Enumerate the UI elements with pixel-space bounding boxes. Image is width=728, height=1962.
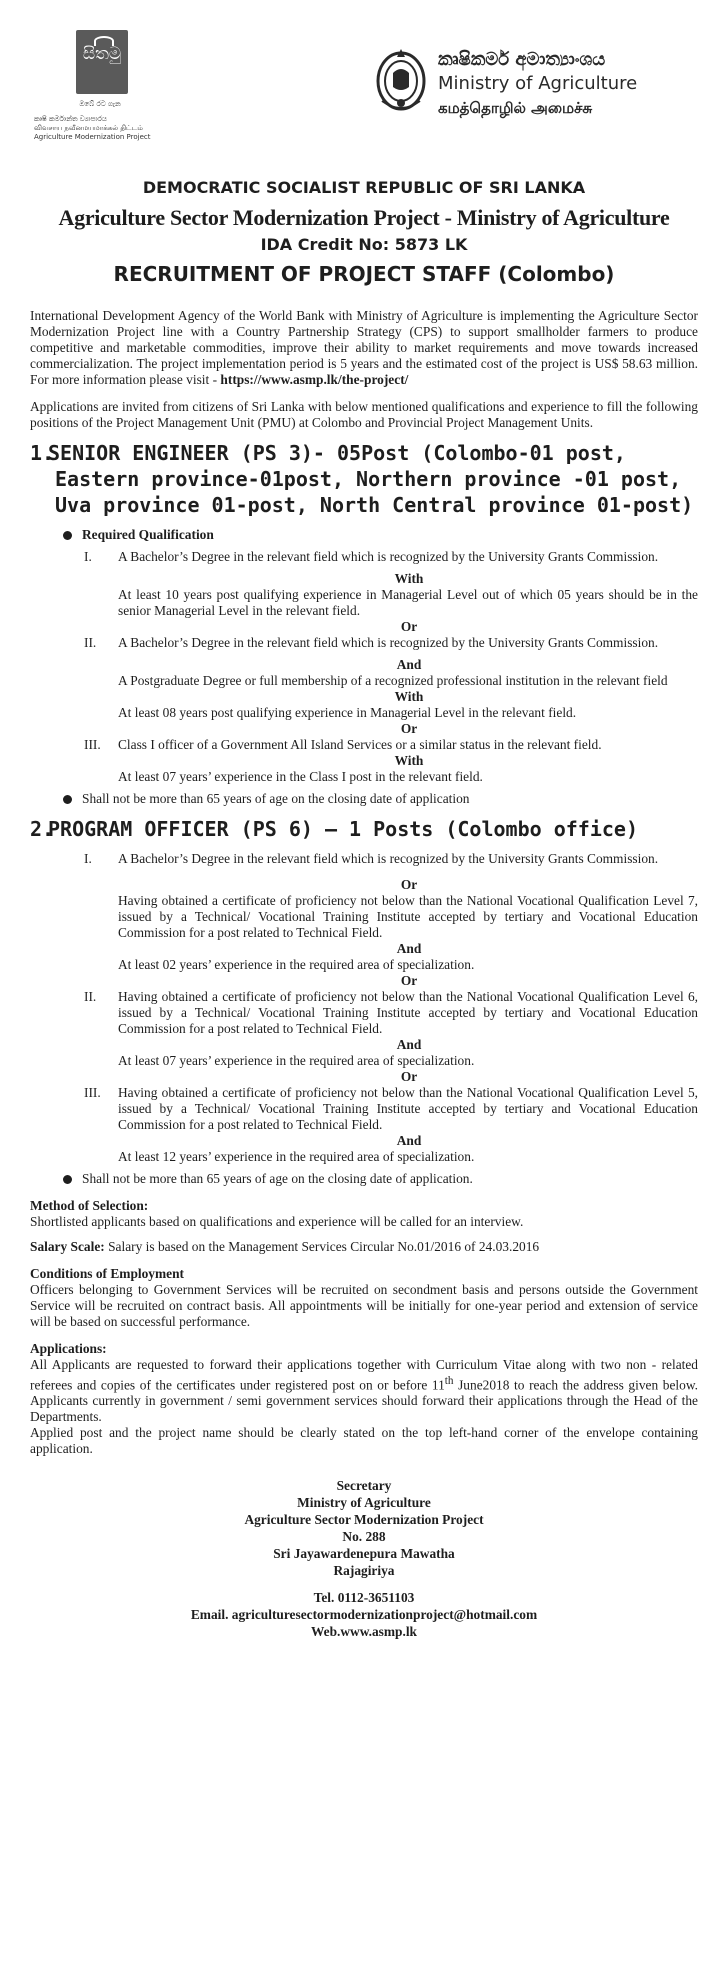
qualification-item <box>30 989 698 1037</box>
qualification-text: At least 08 years post qualifying experience in Managerial Level in the relevant field. <box>118 705 577 720</box>
salary-label: Salary Scale: <box>30 1239 105 1254</box>
roman-numeral: II. <box>84 989 97 1004</box>
selection-heading: Method of Selection: <box>30 1198 149 1213</box>
connector-word: And <box>396 657 422 672</box>
applications-text-b: June2018 to reach the address given below. Applicants currently in government / semi government services should forward their applications through the Head of the Departments. <box>30 1377 698 1425</box>
connector-word: Or <box>400 721 418 736</box>
applications-text-a: All Applicants are requested to forward their applications together with Curriculum Vitae along with two non - related referees and copies of the certificates under registered post on or before 11 <box>30 1357 698 1393</box>
leaf-logo-icon <box>76 30 128 94</box>
connector-word: With <box>394 571 424 586</box>
logo-line: කෘෂි කර්මාන්ත ව්‍යාපාරය <box>34 115 107 123</box>
connector-word: Or <box>400 619 418 634</box>
applications-text <box>30 1357 698 1425</box>
post-number: 1. <box>30 441 55 465</box>
address-line: Rajagiriya <box>333 1563 395 1579</box>
address-line: No. 288 <box>342 1529 386 1545</box>
qualification-text: A Bachelor’s Degree in the relevant field which is recognized by the University Grants Commission. <box>118 549 659 564</box>
required-qualification-bullet <box>30 527 698 543</box>
ministry-tamil: கமத்தொழில் அமைச்சு <box>438 99 593 117</box>
conditions-text: Officers belonging to Government Services will be recruited on secondment basis and persons outside the Government Service will be recruited on contract basis. All appointments will be initially for one-year period and extension of service will be based on successful performance. <box>30 1282 698 1329</box>
intro-paragraph <box>30 308 698 388</box>
applications-heading: Applications: <box>30 1341 107 1356</box>
sri-lanka-emblem-icon <box>374 43 428 115</box>
qualification-item <box>30 851 698 867</box>
post-title-line: Eastern province-01post, Northern province -01 post, <box>55 467 682 491</box>
connector-word: And <box>396 1133 422 1148</box>
connector-word: Or <box>400 1069 418 1084</box>
qualification-text: A Bachelor’s Degree in the relevant field which is recognized by the University Grants Commission. <box>118 635 659 650</box>
mailing-address <box>30 1477 698 1640</box>
qualification-text: Having obtained a certificate of proficiency not below than the National Vocational Qualification Level 5, issued by a Technical/ Vocational Training Institute accepted by tertiary and Vocational Education Commission for a post related to Technical Field. <box>118 1085 698 1132</box>
roman-numeral: II. <box>84 635 97 650</box>
post-title-line: SENIOR ENGINEER (PS 3)- 05Post (Colombo-01 post, <box>48 441 626 465</box>
ministry-heading <box>438 48 637 120</box>
selection-text: Shortlisted applicants based on qualifications and experience will be called for an interview. <box>30 1214 524 1229</box>
qualification-text: At least 07 years’ experience in the Class I post in the relevant field. <box>118 769 483 784</box>
credit-heading: IDA Credit No: 5873 LK <box>260 235 468 254</box>
ministry-english: Ministry of Agriculture <box>438 73 638 94</box>
roman-numeral: I. <box>84 851 92 866</box>
country-heading: DEMOCRATIC SOCIALIST REPUBLIC OF SRI LANKA <box>142 178 586 197</box>
roman-numeral: III. <box>84 737 101 752</box>
qualification-item <box>30 1085 698 1133</box>
roman-numeral: III. <box>84 1085 101 1100</box>
intro-text: International Development Agency of the World Bank with Ministry of Agriculture is implementing the Agriculture Sector Modernization Project line with a Country Partnership Strategy (CPS) to support smallholder farmers to produce competitive and marketable commodities, improve their ability to market requirements and move towards increased commercialization. The project implementation period is 5 years and the estimated cost of the project is US$ 58.63 million. For more information please visit - <box>30 308 698 387</box>
connector-word: And <box>396 1037 422 1052</box>
logo-text <box>34 115 166 142</box>
age-limit-bullet: Shall not be more than 65 years of age on the closing date of application. <box>30 1171 698 1187</box>
required-qualification-label: Required Qualification <box>82 527 214 542</box>
qualification-text: At least 07 years’ experience in the required area of specialization. <box>118 1053 475 1068</box>
qualification-text: A Bachelor’s Degree in the relevant field which is recognized by the University Grants Commission. <box>118 851 659 866</box>
qualification-text: Having obtained a certificate of proficiency not below than the National Vocational Qualification Level 6, issued by a Technical/ Vocational Training Institute accepted by tertiary and Vocational Education Commission for a post related to Technical Field. <box>118 989 698 1036</box>
website[interactable]: Web.www.asmp.lk <box>310 1624 418 1640</box>
connector-word: Or <box>400 877 418 892</box>
post-2-title <box>30 816 698 842</box>
applications-invited-paragraph: Applications are invited from citizens of Sri Lanka with below mentioned qualifications and experience to fill the following positions of the Project Management Unit (PMU) at Colombo and Provincial Project Management Units. <box>30 399 698 430</box>
post-number: 2. <box>30 817 55 841</box>
qualification-text: At least 10 years post qualifying experience in Managerial Level out of which 05 years should be in the senior Managerial Level in the relevant field. <box>118 587 698 618</box>
logo-line: விவசாய நவீனமயமாக்கல் திட்டம் <box>34 124 143 132</box>
logo-line: Agriculture Modernization Project <box>34 133 151 141</box>
project-heading: Agriculture Sector Modernization Project - Ministry of Agriculture <box>58 205 670 230</box>
salary-paragraph <box>30 1239 698 1255</box>
advertisement-body <box>30 308 698 1640</box>
address-line: Agriculture Sector Modernization Project <box>244 1512 484 1528</box>
qualification-text: At least 02 years’ experience in the required area of specialization. <box>118 957 475 972</box>
post-title-line: PROGRAM OFFICER (PS 6) – 1 Posts (Colombo office) <box>48 817 639 841</box>
email-address[interactable]: Email. agriculturesectormodernizationproject@hotmail.com <box>190 1607 538 1623</box>
logo-mark: සිතමු <box>82 44 122 64</box>
qualification-text: Having obtained a certificate of proficiency not below than the National Vocational Qualification Level 7, issued by a Technical/ Vocational Training Institute accepted by tertiary and Vocational Education Commission for a post related to Technical Field. <box>118 893 698 940</box>
logo-tagline: ඔබේ රට ගැන <box>79 100 121 108</box>
telephone: Tel. 0112-3651103 <box>313 1590 415 1606</box>
qualification-item <box>30 737 698 753</box>
roman-numeral: I. <box>84 549 92 564</box>
connector-word: With <box>394 753 424 768</box>
qualification-text: At least 12 years’ experience in the required area of specialization. <box>118 1149 475 1164</box>
salary-text: Salary is based on the Management Services Circular No.01/2016 of 24.03.2016 <box>104 1239 540 1254</box>
address-line: Ministry of Agriculture <box>297 1495 431 1511</box>
connector-word: And <box>396 941 422 956</box>
envelope-instruction: Applied post and the project name should be clearly stated on the top left-hand corner of the envelope containing application. <box>30 1425 698 1457</box>
qualification-text: Class I officer of a Government All Island Services or a similar status in the relevant field. <box>118 737 602 752</box>
project-logo <box>34 30 166 142</box>
recruitment-heading: RECRUITMENT OF PROJECT STAFF (Colombo) <box>113 262 615 286</box>
date-suffix: th <box>444 1375 454 1387</box>
ministry-sinhala: කෘෂිකර්ම අමාත්‍යාංශය <box>438 49 606 70</box>
qualification-item <box>30 635 698 651</box>
post-1-title <box>30 440 698 518</box>
project-link[interactable]: https://www.asmp.lk/the-project/ <box>220 372 409 387</box>
address-line: Secretary <box>336 1478 392 1494</box>
address-line: Sri Jayawardenepura Mawatha <box>273 1546 455 1562</box>
qualification-text: A Postgraduate Degree or full membership of a recognized professional institution in the relevant field <box>118 673 668 688</box>
connector-word: With <box>394 689 424 704</box>
connector-word: Or <box>400 973 418 988</box>
post-title-line: Uva province 01-post, North Central province 01-post) <box>55 493 694 517</box>
conditions-heading: Conditions of Employment <box>30 1266 185 1281</box>
qualification-item <box>30 549 698 565</box>
age-limit-bullet: Shall not be more than 65 years of age on the closing date of application <box>30 791 698 807</box>
